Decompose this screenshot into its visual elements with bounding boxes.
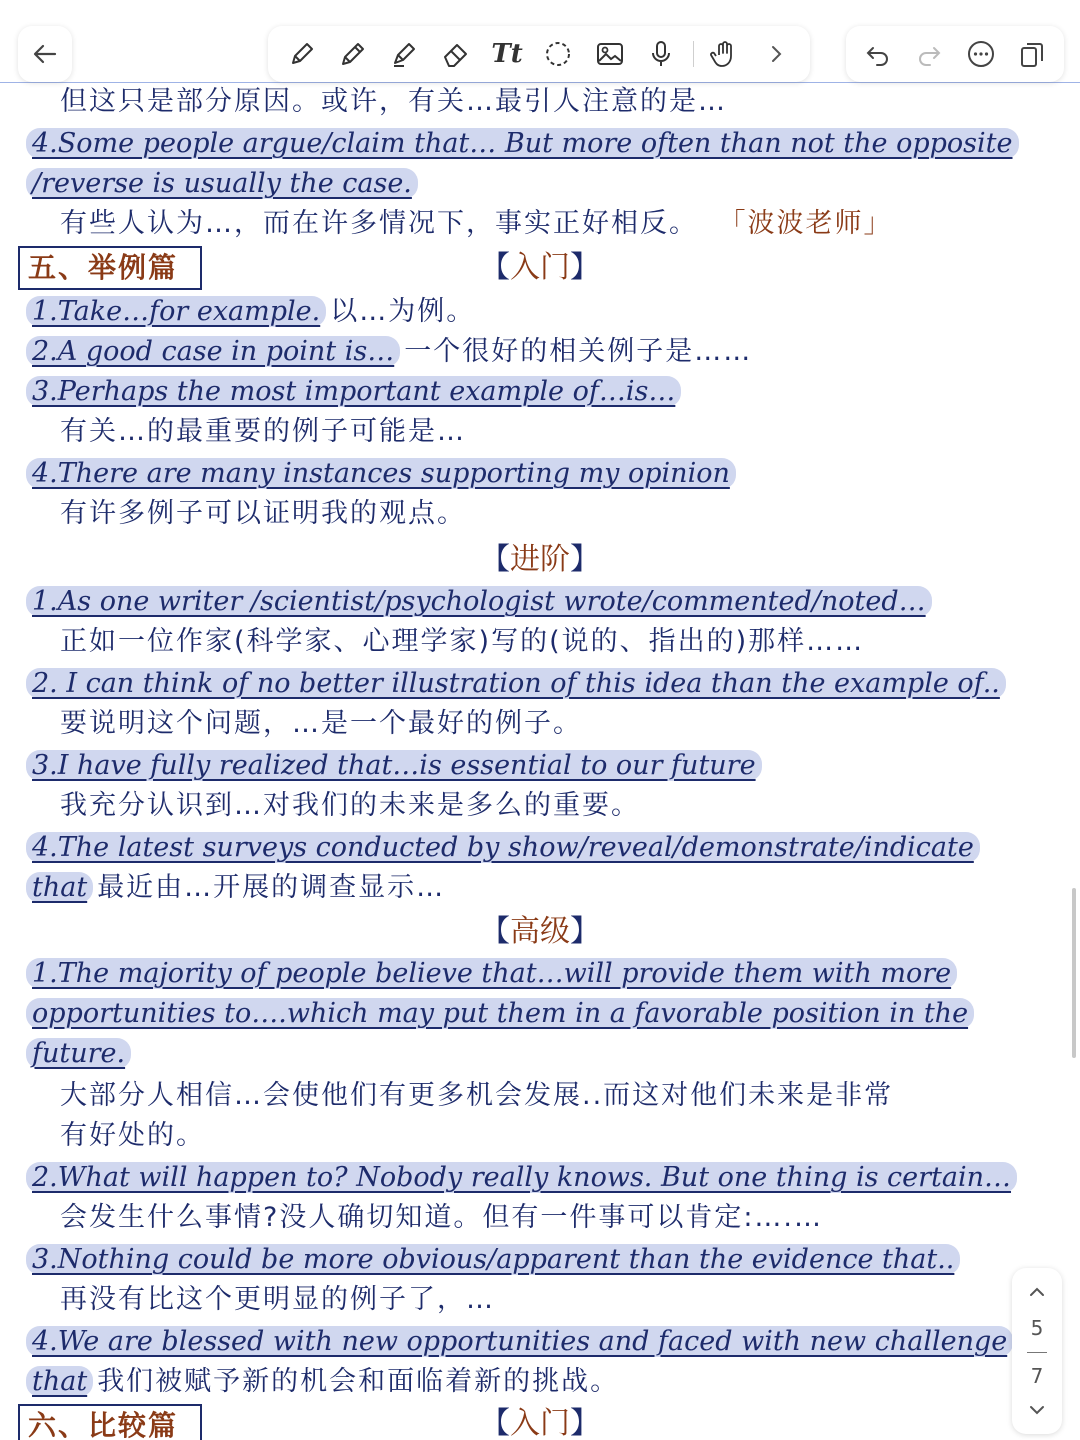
back-button[interactable]	[18, 26, 72, 82]
eraser-icon[interactable]	[436, 34, 476, 74]
note-line	[26, 582, 932, 622]
highlighted-phrase: 3.Perhaps the most important example of…is…	[26, 376, 681, 407]
highlighted-phrase: opportunities to….which may put them in a favorable position in the	[26, 998, 974, 1029]
document-actions	[846, 26, 1064, 82]
page-divider	[1027, 1352, 1047, 1353]
note-line	[26, 1362, 619, 1402]
highlighted-phrase: future.	[26, 1038, 131, 1069]
translation-text: 一个很好的相关例子是……	[404, 336, 753, 367]
highlighted-phrase: /reverse is usually the case.	[26, 168, 418, 199]
note-line	[26, 1034, 131, 1074]
more-icon[interactable]	[961, 34, 1001, 74]
note-line	[26, 664, 1006, 704]
text-tool-label: Tt	[491, 39, 523, 69]
highlighted-phrase: that	[26, 1366, 93, 1397]
signature-text: 「波波老师」	[732, 208, 893, 239]
highlighted-phrase: that	[26, 872, 93, 903]
scrollbar[interactable]	[1072, 888, 1076, 1058]
highlighted-phrase: 3.Nothing could be more obvious/apparent than the evidence that..	[26, 1244, 960, 1275]
image-icon[interactable]	[590, 34, 630, 74]
note-line: 要说明这个问题，…是一个最好的例子。	[60, 708, 582, 739]
translation-text: 有些人认为…，而在许多情况下，事实正好相反。	[60, 208, 698, 239]
highlighted-phrase: 1.Take…for example.	[26, 296, 326, 327]
page-navigator	[1012, 1268, 1062, 1434]
microphone-icon[interactable]	[641, 34, 681, 74]
note-page[interactable]	[0, 82, 1080, 1440]
level-heading: 【入门】	[480, 250, 600, 285]
highlighted-phrase: 3.I have fully realized that…is essential to our future	[26, 750, 762, 781]
highlighted-phrase: 4.We are blessed with new opportunities and faced with new challenge	[26, 1326, 1013, 1357]
level-heading: 【进阶】	[480, 542, 600, 577]
redo-icon[interactable]	[909, 34, 949, 74]
highlighter-icon[interactable]	[384, 34, 424, 74]
highlighted-phrase: 1.The majority of people believe that…will provide them with more	[26, 958, 957, 989]
note-line	[26, 868, 445, 908]
highlighted-phrase: 2. I can think of no better illustration of this idea than the example of..	[26, 668, 1006, 699]
translation-text: 以…为例。	[330, 296, 476, 327]
previous-page-button[interactable]	[1012, 1272, 1062, 1312]
note-line: 我充分认识到…对我们的未来是多么的重要。	[60, 790, 640, 821]
note-line	[26, 372, 681, 412]
note-line	[26, 1322, 1016, 1362]
chevron-right-icon[interactable]	[756, 34, 796, 74]
tool-palette	[268, 26, 810, 82]
highlighted-phrase: 4.The latest surveys conducted by show/reveal/demonstrate/indicate	[26, 832, 980, 863]
note-line	[26, 124, 1019, 164]
highlighted-phrase: 4.There are many instances supporting my opinion	[26, 458, 736, 489]
pen-icon[interactable]	[282, 34, 322, 74]
highlighted-phrase: 4.Some people argue/claim that… But more often than not the opposite	[26, 128, 1019, 159]
note-line	[26, 454, 736, 494]
undo-icon[interactable]	[858, 34, 898, 74]
note-line: 有好处的。	[60, 1120, 205, 1151]
total-pages-number: 7	[1030, 1364, 1044, 1388]
top-toolbar	[0, 0, 1080, 83]
level-heading: 【高级】	[480, 914, 600, 949]
section-heading: 五、举例篇	[18, 246, 202, 290]
note-line	[26, 746, 762, 786]
note-line	[60, 204, 893, 244]
translation-text: 最近由…开展的调查显示…	[97, 872, 446, 903]
arrow-left-icon	[31, 40, 59, 68]
note-line: 有许多例子可以证明我的观点。	[60, 498, 466, 529]
note-line	[26, 954, 957, 994]
note-line: 会发生什么事情?没人确切知道。但有一件事可以肯定:….…	[60, 1202, 824, 1233]
note-line: 但这只是部分原因。或许，有关…最引人注意的是…	[60, 86, 727, 117]
level-heading: 【入门】	[480, 1406, 600, 1440]
note-line	[26, 1240, 960, 1280]
chevron-down-icon	[1026, 1399, 1048, 1421]
note-line: 正如一位作家(科学家、心理学家)写的(说的、指出的)那样……	[60, 626, 865, 657]
section-heading: 六、比较篇	[18, 1404, 202, 1440]
highlighted-phrase: 2.What will happen to? Nobody really knows. But one thing is certain…	[26, 1162, 1017, 1193]
toolbar-divider	[693, 41, 694, 67]
chevron-up-icon	[1026, 1281, 1048, 1303]
note-line: 大部分人相信…会使他们有更多机会发展..而这对他们未来是非常	[60, 1080, 894, 1111]
pages-icon[interactable]	[1012, 34, 1052, 74]
note-line	[26, 292, 475, 332]
note-line	[26, 332, 752, 372]
next-page-button[interactable]	[1012, 1390, 1062, 1430]
note-line	[26, 828, 980, 868]
note-line	[26, 164, 418, 204]
note-line	[26, 994, 974, 1034]
note-line: 再没有比这个更明显的例子了，…	[60, 1284, 495, 1315]
note-line: 有关…的最重要的例子可能是…	[60, 416, 466, 447]
highlighted-phrase: 2.A good case in point is…	[26, 336, 400, 367]
lasso-icon[interactable]	[538, 34, 578, 74]
hand-icon[interactable]	[705, 34, 745, 74]
current-page-number: 5	[1030, 1316, 1044, 1340]
translation-text: 我们被赋予新的机会和面临着新的挑战。	[97, 1366, 620, 1397]
note-line	[26, 1158, 1017, 1198]
pencil-icon[interactable]	[333, 34, 373, 74]
highlighted-phrase: 1.As one writer /scientist/psychologist wrote/commented/noted…	[26, 586, 932, 617]
text-tool-icon[interactable]	[487, 34, 527, 74]
